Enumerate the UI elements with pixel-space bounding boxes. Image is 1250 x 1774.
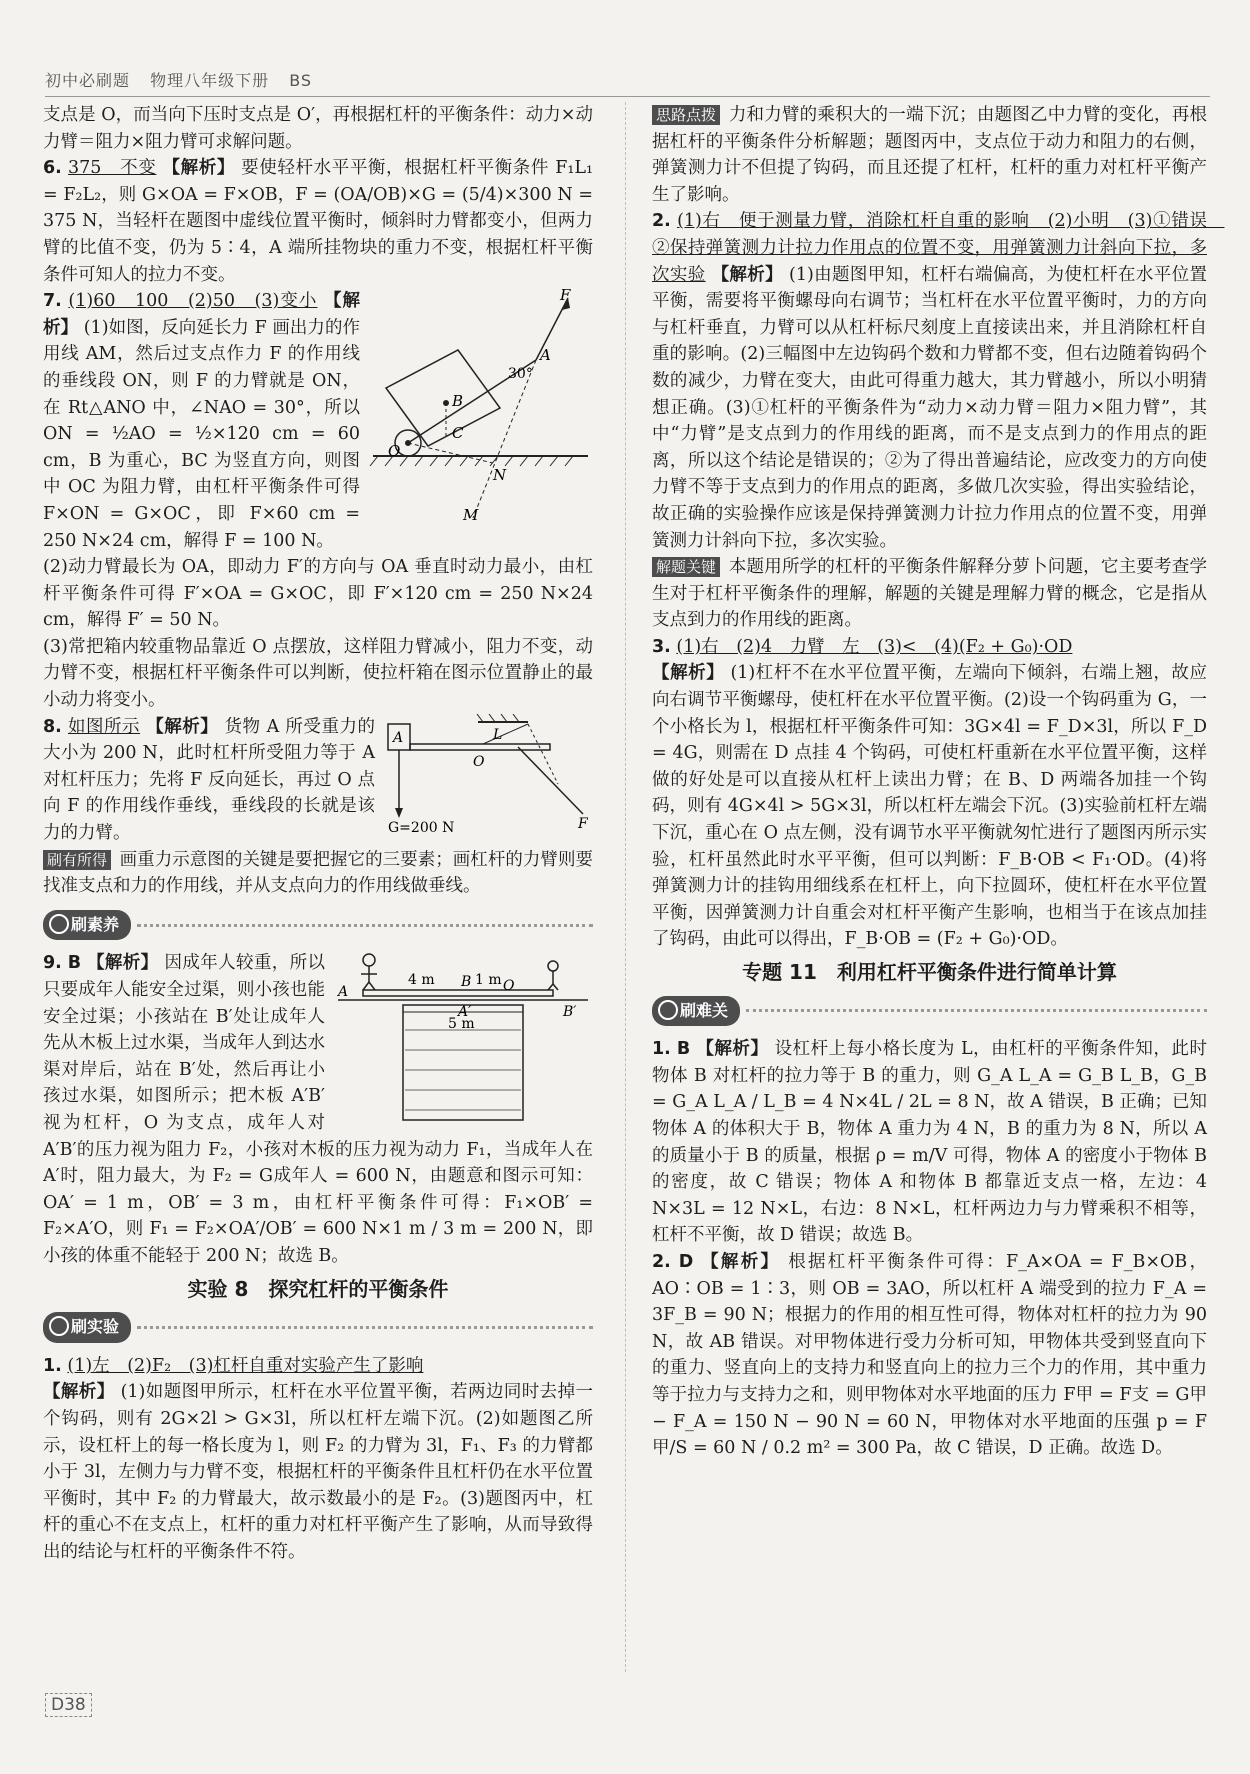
fig9-label-B2: B′ — [563, 1004, 577, 1021]
q9-tag: 【解析】 — [87, 953, 159, 974]
question-9: A B O A′ B′ 4 m 1 m 5 m 9. B 【解析】 因成年人较重，所以只要成年人能安全过渠，则小孩也能安全过渠；小孩站在 B′处让成年人先从木板上过水渠，当成年人到达水渠对岸后，站在 B′处，然后再让小孩过水渠，如图所示；把木板 A′B′视为杠杆，O 为支点，成年人对 A′B′的压力视为阻力 F₂，小孩对木板的压力视为动力 F₁，当成年人在 A′时，阻力最大，为 F₂ = G成年人 = 600 N，由题意和图示可知：OA′ = 1 m，OB′ = 3 m，由杠杆平衡条件可得：F₁×OB′ = F₂×A′O，则 F₁ = F₂×OA′/OB′ = 600 N×1 m / 3 m = 200 N，即小孩的体重不能轻于 200 N；故选 B。 — [43, 950, 593, 1269]
right-column — [652, 102, 1225, 1462]
banner-shuashiyan: 刷实验 — [43, 1312, 593, 1343]
q7-tag: 【解析】 — [43, 291, 361, 338]
subject-title: 物理八年级下册 — [150, 71, 270, 90]
r2-tag: 【解析】 — [711, 264, 784, 285]
fig8-label-A: A — [393, 729, 404, 746]
banner-shuananguan: 刷难关 — [652, 996, 1207, 1027]
hard-question-2: 2. D 【解析】 根据杠杆平衡条件可得：F_A×OA = F_B×OB，AO∶OB = 1∶3，则 OB = 3AO，所以杠杆 A 端受到的拉力 F_A = 3F_B = 90 N；根据力的作用的相互性可得，物体对杠杆的拉力为 90 N，故 AB 错误。对甲物体进行受力分析可知，甲物体共受到竖直向下的重力、竖直向上的支持力和竖直向上的拉力三个力的作用，其中重力等于拉力与支持力之和，则甲物体对水平地面的压力 F甲 = F支 = G甲 − F_A = 150 N − 90 N = 60 N，甲物体对水平地面的压强 p = F甲/S = 60 N / 0.2 m² = 300 Pa，故 C 错误，D 正确。故选 D。 — [652, 1251, 1207, 1459]
banner-shuasuyang: 刷素养 — [43, 910, 593, 941]
fig7-label-N: N — [493, 466, 507, 485]
fig9-len-4m: 4 m — [408, 972, 435, 989]
right-question-3: 3. (1)右 (2)4 力臂 左 (3)< (4)(F₂ + G₀)·OD 【解析】 (1)杠杆不在水平位置平衡，左端向下倾斜，右端上翘，故应向右调节平衡螺母，使杠杆在水平位置平衡。(2)设一个钩码重为 G，一个小格长为 l，根据杠杆平衡条件可知：3G×4l = F_D×3l，所以 F_D = 4G，则需在 D 点挂 4 个钩码，可使杠杆重新在水平位置平衡，这样做的好处是可以直接从杠杆上读出力臂；在 B、D 两端各加挂一个钩码，则有 4G×4l > 5G×3l，所以杠杆左端会下沉。(3)实验前杠杆左端下沉，重心在 O 点左侧，没有调节水平平衡就匆忙进行了题图丙所示实验，杠杆虽然此时水平平衡，但可以判断：F_B·OB < F₁·OD。(4)将弹簧测力计的挂钩用细线系在杠杆上，向下拉圆环，使杠杆在水平位置平衡，因弹簧测力计自重会对杠杆平衡产生影响，也相当于在该点加挂了钩码，由此可以得出，F_B·OB = (F₂ + G₀)·OD。 — [652, 636, 1207, 950]
r2-text: (1)由题图甲知，杠杆右端偏高，为使杠杆在水平位置平衡，需要将平衡螺母向右调节；当杠杆在水平位置平衡时，力的方向与杠杆垂直，力臂可以从杠杆标尺刻度上直接读出来，并且消除杠杆自重的影响。(2)三幅图中左边钩码个数和力臂都不变，但右边随着钩码个数的减少，力臂在变大，由此可得重力越大，其力臂越小，所以小明猜想正确。(3)①杠杆的平衡条件为“动力×动力臂＝阻力×阻力臂”，其中“力臂”是支点到力的作用线的距离，而不是支点到力的作用点的距离，所以这个结论是错误的；②为了得出普遍结论，应改变力的方向使力臂不等于支点到力的作用点的距离，多做几次实验，得出实验结论，故正确的实验操作应该是保持弹簧测力计拉力作用点的位置不变，用弹簧测力计斜向下拉，多次实验。 — [652, 264, 1207, 551]
r3-text: (1)杠杆不在水平位置平衡，左端向下倾斜，右端上翘，故应向右调节平衡螺母，使杠杆在水平位置平衡。(2)设一个钩码重为 G，一个小格长为 l，根据杠杆平衡条件可知：3G×4l = F_D×3l，所以 F_D = 4G，则需在 D 点挂 4 个钩码，可使杠杆重新在水平位置平衡，这样做的好处是可以直接从杠杆上读出力臂；在 B、D 两端各加挂一个钩码，则有 4G×4l > 5G×3l，所以杠杆左端会下沉。(3)实验前杠杆左端下沉，重心在 O 点左侧，没有调节水平平衡就匆忙进行了题图丙所示实验，杠杆虽然此时水平平衡，但可以判断：F_B·OB < F₁·OD。(4)将弹簧测力计的挂钩用细线系在杠杆上，向下拉圆环，使杠杆在水平位置平衡，因弹簧测力计自重会对杠杆平衡产生影响，也相当于在该点加挂了钩码，由此可以得出，F_B·OB = (F₂ + G₀)·OD。 — [652, 663, 1207, 950]
q7-text-1: (1)如图，反向延长力 F 画出力的作用线 AM，然后过支点作力 F 的作用线的垂线段 ON，则 F 的力臂就是 ON，在 Rt△ANO 中，∠NAO = 30°，所以 ON = ½AO = ½×120 cm = 60 cm，B 为重心，BC 为竖直方向，则图中 OC 为阻力臂，由杠杆平衡条件可得 F×ON = G×OC，即 F×60 cm = 250 N×24 cm，解得 F = 100 N。 — [43, 317, 361, 551]
h1-answer: B — [676, 1039, 691, 1060]
fig9-label-A: A — [338, 984, 349, 1001]
r1-text: 力和力臂的乘积大的一端下沉；由题图乙中力臂的变化，再根据杠杆的平衡条件分析解题；题图丙中，支点位于动力和阻力的右侧，弹簧测力计不但提了钩码，而且还提了杠杆，杠杆的重力对杠杆平衡产生了影响。 — [652, 105, 1207, 205]
q8-answer: 如图所示 — [67, 716, 141, 737]
fig7-label-C: C — [452, 424, 464, 443]
fig9-label-O: O — [503, 978, 515, 995]
q9-answer: B — [67, 953, 82, 974]
q8-text: 货物 A 所受重力的大小为 200 N，此时杠杆所受阻力等于 A 对杠杆压力；先将 F 反向延长，再过 O 点向 F 的作用线作垂线，垂线段的长就是该力的力臂。 — [43, 716, 376, 844]
fig9-label-A2: A′ — [458, 1004, 472, 1021]
fig7-label-A: A — [540, 346, 551, 365]
fig7-label-B: B — [452, 392, 464, 411]
fig7-angle: 30° — [508, 366, 533, 383]
r2-note-tag: 解题关键 — [652, 557, 720, 577]
h2-answer: D — [678, 1251, 694, 1272]
figure-8 — [383, 714, 593, 834]
q8-note: 画重力示意图的关键是要把握它的三要素；画杠杆的力臂则要找准支点和力的作用线，并从支点向力的作用线做垂线。 — [43, 849, 593, 897]
h1-tag: 【解析】 — [696, 1039, 769, 1060]
edition-label: BS — [289, 71, 313, 90]
fig7-label-M: M — [463, 506, 479, 525]
r3-answer: (1)右 (2)4 力臂 左 (3)< (4)(F₂ + G₀)·OD — [676, 636, 1073, 657]
h2-tag: 【解析】 — [701, 1251, 781, 1272]
q7-text-2: (2)动力臂最长为 OA，即动力 F′的方向与 OA 垂直时动力最小，由杠杆平衡条件可得 F′×OA = G×OC，即 F′×120 cm = 250 N×24 cm，解得 F′ = 50 N。 — [43, 557, 593, 631]
fig9-len-1m: 1 m — [475, 972, 502, 989]
page-header — [45, 68, 326, 91]
hard-question-1: 1. B 【解析】 设杠杆上每小格长度为 L，由杠杆的平衡条件知，此时物体 B 对杠杆的拉力等于 B 的重力，则 G_A L_A = G_B L_B，G_B = G_A L_A / L_B = 4 N×4L / 2L = 8 N，故 A 错误，B 正确；已知物体 A 的体积大于 B，物体 A 重力为 4 N，B 的重力为 8 N，所以 A 的质量小于 B 的质量，根据 ρ = m/V 可得，物体 A 的密度小于物体 B 的密度，故 C 错误；物体 A 和物体 B 都靠近支点一格，左边：4 N×3L = 12 N×L，右边：8 N×L，杠杆两边力与力臂乘积不相等，杠杆不平衡，故 D 错误；故选 B。 — [652, 1039, 1207, 1246]
h2-text: 根据杠杆平衡条件可得：F_A×OA = F_B×OB，AO∶OB = 1∶3，则 OB = 3AO，所以杠杆 A 端受到的拉力 F_A = 3F_B = 90 N；根据力的作用的相互性可得，物体对杠杆的拉力为 90 N，故 AB 错误。对甲物体进行受力分析可知，甲物体共受到竖直向下的重力、竖直向上的支持力和竖直向上的拉力三个力的作用，其中重力等于拉力与支持力之和，则甲物体对水平地面的压力 F甲 = F支 = G甲 − F_A = 150 N − 90 N = 60 N，甲物体对水平地面的压强 p = F甲/S = 60 N / 0.2 m² = 300 Pa，故 C 错误，D 正确。故选 D。 — [652, 1251, 1207, 1459]
fig9-len-5m: 5 m — [448, 1016, 475, 1033]
experiment-1: 1. (1)左 (2)F₂ (3)杠杆自重对实验产生了影响 【解析】 (1)如题图甲所示，杠杆在水平位置平衡，若两边同时去掉一个钩码，则有 2G×2l > G×3l，所以杠杆左端下沉。(2)如题图乙所示，设杠杆上的每一格长度为 l，则 F₂ 的力臂为 3l，F₁、F₃ 的力臂都小于 3l，左侧力与力臂不变，根据杠杆的平衡条件且杠杆仍在水平位置平衡时，其中 F₂ 的力臂最大，故示数最小的是 F₂。(3)题图丙中，杠杆的重心不在支点上，杠杆的重力对杠杆平衡产生了影响，从而导致得出的结论与杠杆的平衡条件不符。 — [43, 1355, 593, 1562]
e1-text: (1)如题图甲所示，杠杆在水平位置平衡，若两边同时去掉一个钩码，则有 2G×2l > G×3l，所以杠杆左端下沉。(2)如题图乙所示，设杠杆上的每一格长度为 l，则 F₂ 的力臂为 3l，F₁、F₃ 的力臂都小于 3l，左侧力与力臂不变，根据杠杆的平衡条件且杠杆仍在水平位置平衡时，其中 F₂ 的力臂最大，故示数最小的是 F₂。(3)题图丙中，杠杆的重心不在支点上，杠杆的重力对杠杆平衡产生了影响，从而导致得出的结论与杠杆的平衡条件不符。 — [43, 1382, 593, 1562]
experiment-8-title: 实验 8 探究杠杆的平衡条件 — [187, 1276, 449, 1301]
fig7-label-O: O — [388, 442, 401, 461]
header-rule — [45, 96, 1210, 97]
fig7-label-F: F — [560, 288, 571, 305]
intro-text: 支点是 O，而当向下压时支点是 O′，再根据杠杆的平衡条件：动力×动力臂＝阻力×阻力臂可求解问题。 — [43, 105, 593, 152]
topic-11-title: 专题 11 利用杠杆平衡条件进行简单计算 — [742, 960, 1117, 984]
fig8-label-F: F — [578, 815, 588, 832]
h1-text: 设杠杆上每小格长度为 L，由杠杆的平衡条件知，此时物体 B 对杠杆的拉力等于 B 的重力，则 G_A L_A = G_B L_B，G_B = G_A L_A / L_B = 4 N×4L / 2L = 8 N，故 A 错误，B 正确；已知物体 A 的体积大于 B，物体 A 重力为 4 N，B 的重力为 8 N，所以 A 的质量小于 B 的质量，根据 ρ = m/V 可得，物体 A 的密度小于物体 B 的密度，故 C 错误；物体 A 和物体 B 都靠近支点一格，左边：4 N×3L = 12 N×L，右边：8 N×L，杠杆两边力与力臂乘积不相等，杠杆不平衡，故 D 错误；故选 B。 — [652, 1039, 1207, 1246]
right-question-2: 2. (1)右 便于测量力臂，消除杠杆自重的影响 (2)小明 (3)①错误 ②保持弹簧测力计拉力作用点的位置不变，用弹簧测力计斜向下拉，多次实验 【解析】 (1)由题图甲知，杠杆右端偏高，为使杠杆在水平位置平衡，需要将平衡螺母向右调节；当杠杆在水平位置平衡时，力的方向与杠杆垂直，力臂可以从杠杆标尺刻度上直接读出来，并且消除杠杆自重的影响。(2)三幅图中左边钩码个数和力臂都不变，但右边随着钩码个数的减少，力臂在变大，由此可得重力越大，其力臂越小，所以小明猜想正确。(3)①杠杆的平衡条件为“动力×动力臂＝阻力×阻力臂”，其中“力臂”是支点到力的作用线的距离，而不是支点到力的作用点的距离，所以这个结论是错误的；②为了得出普遍结论，应改变力的方向使力臂不等于支点到力的作用点的距离，多做几次实验，得出实验结论，故正确的实验操作应该是保持弹簧测力计拉力作用点的位置不变，用弹簧测力计斜向下拉，多次实验。 — [652, 211, 1225, 551]
column-divider — [625, 102, 626, 1672]
r1-note-tag: 思路点拨 — [652, 105, 720, 125]
page-number: D38 — [45, 1693, 92, 1717]
e1-tag: 【解析】 — [43, 1382, 115, 1403]
question-7: F A B C O N M 30° 7. (1)60 100 (2)50 (3)变小 【解析】 (1)如图，反向延长力 F 画出力的作用线 AM，然后过支点作力 F 的作用线的垂线段 ON，则 F 的力臂就是 ON，在 Rt△ANO 中，∠NAO = 30°，所以 ON = ½AO = ½×120 cm = 60 cm，B 为重心，BC 为竖直方向，则图中 OC 为阻力臂，由杠杆平衡条件可得 F×ON = G×OC，即 F×60 cm = 250 N×24 cm，解得 F = 100 N。 (2)动力臂最长为 OA，即动力 F′的方向与 OA 垂直时动力最小，由杠杆平衡条件可得 F′×OA = G×OC，即 F′×120 cm = 250 N×24 cm，解得 F′ = 50 N。 (3)常把箱内较重物品靠近 O 点摆放，这样阻力臂减小，阻力不变，动力臂不变，根据杠杆平衡条件可以判断，使拉杆箱在图示位置静止的最小动力将变小。 — [43, 288, 593, 714]
book-title: 初中必刷题 — [45, 71, 131, 90]
q6-answer: 375 不变 — [68, 158, 157, 179]
r3-tag: 【解析】 — [652, 663, 725, 684]
fig8-label-L: L — [493, 726, 503, 743]
r2-note: 本题用所学的杠杆的平衡条件解释分萝卜问题，它主要考查学生对于杠杆平衡条件的理解，解题的关键是理解力臂的概念，它是指从支点到力的作用线的距离。 — [652, 557, 1207, 631]
q6-tag: 【解析】 — [162, 158, 235, 179]
left-column — [43, 102, 593, 1565]
fig9-label-B: B — [461, 974, 472, 991]
q7-answer: (1)60 100 (2)50 (3)变小 — [68, 291, 318, 312]
question-8: A L O F G=200 N 8. 如图所示 【解析】 货物 A 所受重力的大小为 200 N，此时杠杆所受阻力等于 A 对杠杆压力；先将 F 反向延长，再过 O 点向 F 的作用线作垂线，垂线段的长就是该力的力臂。 刷有所得 画重力示意图的关键是要把握它的三要素；画杠杆的力臂则要找准支点和力的作用线，并从支点向力的作用线做垂线。 — [43, 714, 593, 900]
fig8-label-G: G=200 N — [388, 819, 455, 834]
e1-answer: (1)左 (2)F₂ (3)杠杆自重对实验产生了影响 — [67, 1355, 424, 1376]
q8-tag: 【解析】 — [146, 716, 219, 737]
r2-answer: (1)右 便于测量力臂，消除杠杆自重的影响 (2)小明 (3)①错误 ②保持弹簧测力计拉力作用点的位置不变，用弹簧测力计斜向下拉，多次实验 — [652, 211, 1225, 285]
q7-text-3: (3)常把箱内较重物品靠近 O 点摆放，这样阻力臂减小，阻力不变，动力臂不变，根据杠杆平衡条件可以判断，使拉杆箱在图示位置静止的最小动力将变小。 — [43, 636, 593, 711]
question-6: 6. 375 不变 【解析】 要使轻杆水平平衡，根据杠杆平衡条件 F₁L₁ = F₂L₂，则 G×OA = F×OB，F = (OA/OB)×G = (5/4)×300 N = 375 N，当轻杆在题图中虚线位置平衡时，倾斜时力臂都变小，但两力臂的比值不变，仍为 5∶4，A 端所挂物块的重力不变，根据杠杆平衡条件可知人的拉力不变。 — [43, 158, 593, 285]
fig8-label-O: O — [473, 753, 485, 770]
q6-text: 要使轻杆水平平衡，根据杠杆平衡条件 F₁L₁ = F₂L₂，则 G×OA = F×OB，F = (OA/OB)×G = (5/4)×300 N = 375 N，当轻杆在题图中虚线位置平衡时，倾斜时力臂都变小，但两力臂的比值不变，仍为 5∶4，A 端所挂物块的重力不变，根据杠杆平衡条件可知人的拉力不变。 — [43, 158, 593, 285]
q8-note-tag: 刷有所得 — [43, 850, 111, 870]
figure-9 — [333, 950, 593, 1125]
q9-text: 因成年人较重，所以只要成年人能安全过渠，则小孩也能安全过渠；小孩站在 B′处让成年人先从木板上过水渠，当成年人到达水渠对岸后，站在 B′处，然后再让小孩过水渠，如图所示；把木板 A′B′视为杠杆，O 为支点，成年人对 A′B′的压力视为阻力 F₂，小孩对木板的压力视为动力 F₁，当成年人在 A′时，阻力最大，为 F₂ = G成年人 = 600 N，由题意和图示可知：OA′ = 1 m，OB′ = 3 m，由杠杆平衡条件可得：F₁×OB′ = F₂×A′O，则 F₁ = F₂×OA′/OB′ = 600 N×1 m / 3 m = 200 N，即小孩的体重不能轻于 200 N；故选 B。 — [43, 953, 593, 1266]
figure-7 — [368, 288, 593, 528]
